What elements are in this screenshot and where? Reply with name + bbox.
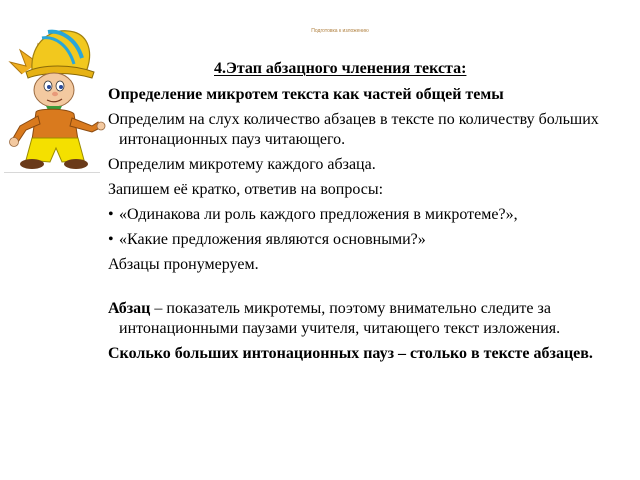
spacer [108,280,628,299]
numbering-instruction: Абзацы пронумеруем. [108,256,259,273]
microtopic-definition-line: Определение микротем текста как частей общей темы [108,86,504,103]
question-bullet-1 [108,205,628,225]
slide-heading: 4.Этап абзацного членения текста: [214,60,467,77]
mascot-character-illustration [2,22,106,172]
bullet-dot-icon: • [108,231,114,248]
illustration-divider [4,172,100,173]
slide-header-caption: Подготовка к изложению [311,28,369,34]
term-word: Абзац [108,300,151,317]
paragraph-term-definition [108,299,628,339]
question-bullet-2 [108,230,628,250]
paragraph-count-instruction: Определим на слух количество абзацев в тексте по количеству больших интонационных пауз читающего. [108,111,599,148]
slide-body [108,85,628,369]
write-down-instruction: Запишем её кратко, ответив на вопросы: [108,181,384,198]
term-definition-text: – показатель микротемы, поэтому внимательно следите за интонационными паузами учителя, читающего текст изложения. [119,300,561,337]
microtopic-instruction: Определим микротему каждого абзаца. [108,156,376,173]
bullet-dot-icon: • [108,206,114,223]
question-text-2: «Какие предложения являются основными?» [119,231,426,248]
question-text-1: «Одинакова ли роль каждого предложения в микротеме?», [119,206,518,223]
conclusion-line: Сколько больших интонационных пауз – столько в тексте абзацев. [108,345,593,362]
